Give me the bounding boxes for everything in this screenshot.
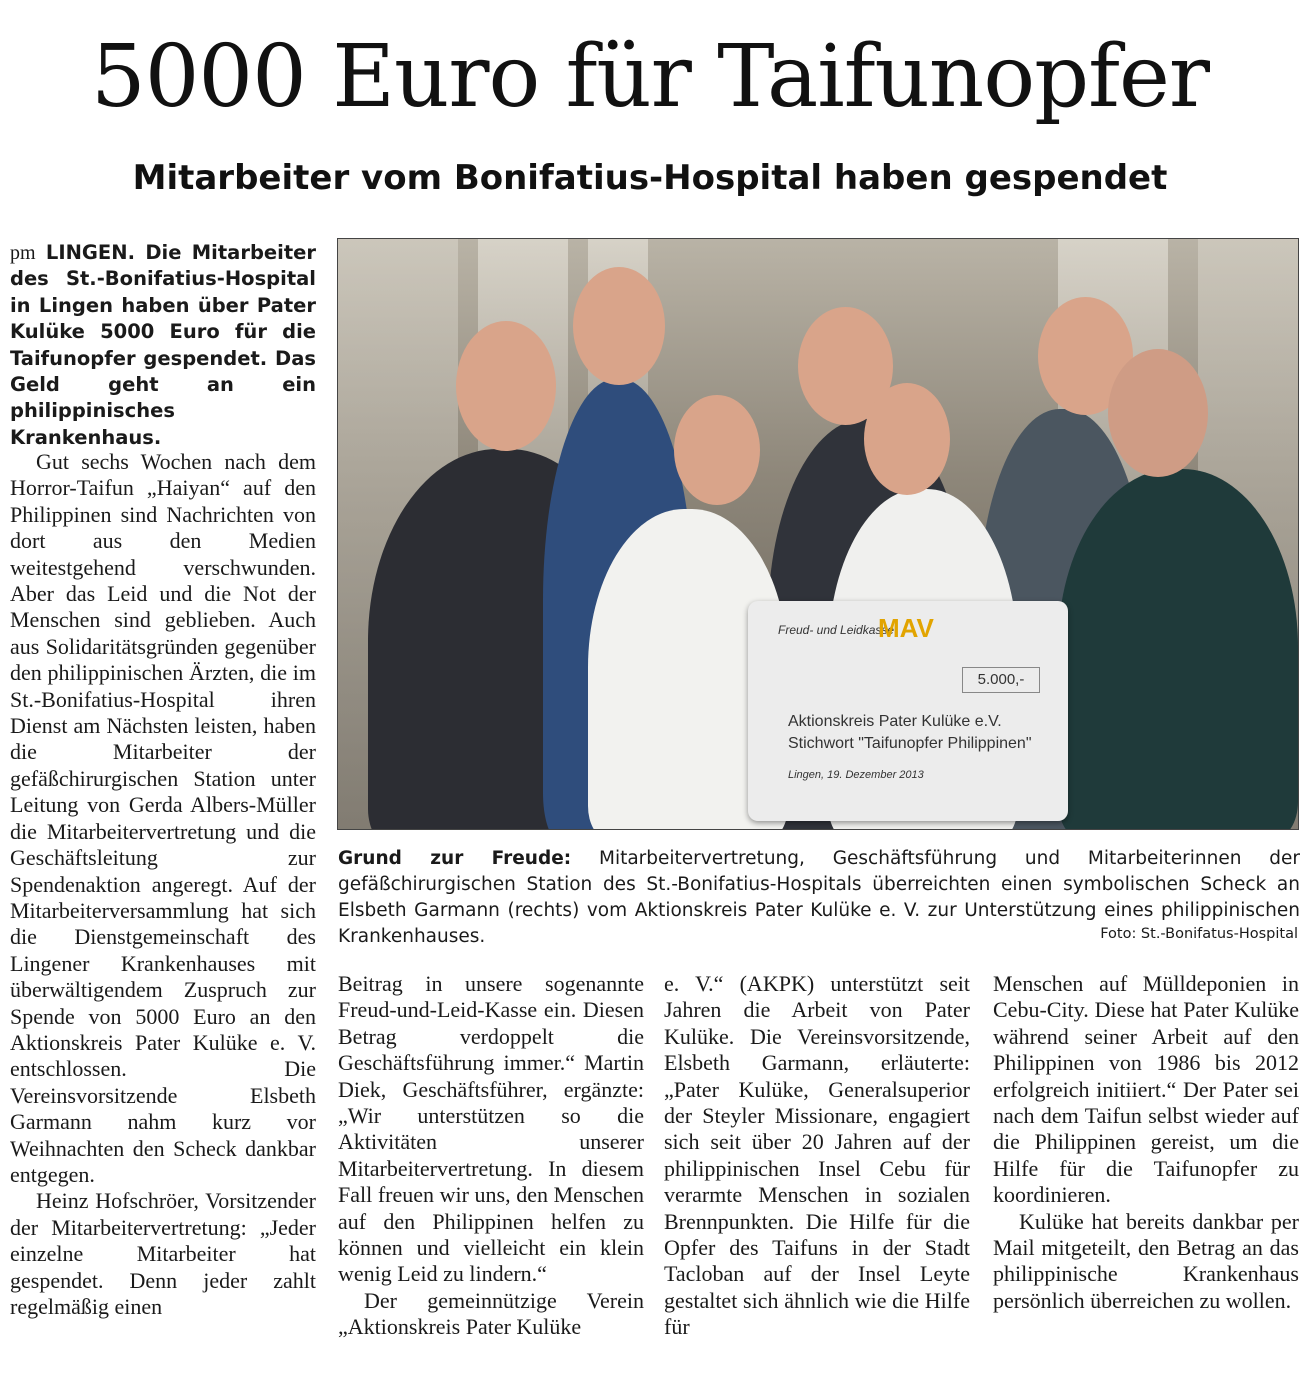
paragraph: e. V.“ (AKPK) unterstützt seit Jahren die Arbeit von Pater Kulüke. Die Vereinsvorsitzende, Elsbeth Garmann, erläuterte: „Pater Kulüke, Generalsuperior der Steyler Missionare, engagiert sich seit über 20 Jahren auf der philippinischen Insel Cebu für verarmte Menschen in sozialen Brennpunkten. Die Hilfe für die Opfer des Taifuns in der Stadt Tacloban auf der Insel Leyte gestaltet sich ähnlich wie die Hilfe für [664,971,970,1340]
check-keyword: Stichwort "Taifunopfer Philippinen" [788,735,1032,752]
column-2 [338,971,644,1341]
check-recipient: Aktionskreis Pater Kulüke e.V. [788,713,1002,730]
caption-text: Mitarbeitervertretung, Geschäftsführung und Mitarbeiterinnen der gefäßchirurgischen Station des St.-Bonifatius-Hospitals überreichten einen symbolischen Scheck an Elsbeth Garmann (rechts) vom Aktionskreis Pater Kulüke e. V. zur Unterstützung eines philippinischen Krankenhauses. [338,848,1300,947]
paragraph: Gut sechs Wochen nach dem Horror-Taifun „Haiyan“ auf den Philippinen sind Nachrichten von dort aus den Medien weitestgehend verschwunden. Aber das Leid und die Not der Menschen sind geblieben. Auch aus Solidaritätsgründen gegenüber den philippinischen Ärzten, die im St.-Bonifatius-Hospital ihren Dienst am Nächsten leisten, haben die Mitarbeiter der gefäßchirurgischen Station unter Leitung von Gerda Albers-Müller die Mitarbeitervertretung und die Geschäftsleitung zur Spendenaktion angeregt. Auf der Mitarbeiterversammlung hat sich die Dienstgemeinschaft des Lingener Krankenhauses mit überwältigendem Zuspruch zur Spende von 5000 Euro an den Aktionskreis Pater Kulüke e. V. entschlossen. Die Vereinsvorsitzende Elsbeth Garmann nahm kurz vor Weihnachten den Scheck dankbar entgegen. [10,449,316,1187]
photo-credit: Foto: St.-Bonifatus-Hospital [1100,926,1298,942]
paragraph: Menschen auf Mülldeponien in Cebu-City. Diese hat Pater Kulüke während seiner Arbeit auf den Philippinen von 1986 bis 2012 erfolgreich initiiert.“ Der Pater sei nach dem Taifun selbst wieder auf die Philippinen gereist, um die Hilfe für die Taifunopfer zu koordinieren. [993,971,1299,1208]
donation-check [748,601,1068,821]
paragraph: Beitrag in unsere sogenannte Freud-und-Leid-Kasse ein. Diesen Betrag verdoppelt die Geschäftsführung immer.“ Martin Diek, Geschäftsführer, ergänzte: „Wir unterstützen so die Aktivitäten unserer Mitarbeitervertretung. In diesem Fall freuen wir uns, den Menschen auf den Philippinen helfen zu können und vielleicht ein klein wenig Leid zu lindern.“ [338,971,644,1287]
subheadline: Mitarbeiter vom Bonifatius-Hospital haben gespendet [132,158,1168,198]
column-3 [664,971,970,1341]
check-amount: 5.000,- [962,667,1040,693]
check-fund-name: Freud- und Leidkasse [778,623,895,637]
check-place-date: Lingen, 19. Dezember 2013 [788,769,924,781]
author-abbreviation: pm [10,242,36,264]
paragraph: Der gemeinnützige Verein „Aktionskreis Pater Kulüke [338,1287,644,1340]
lead-paragraph [10,240,316,451]
caption-label: Grund zur Freude: [338,848,572,869]
column-4 [993,971,1299,1314]
article-photo [337,238,1299,830]
paragraph: Kulüke hat bereits dankbar per Mail mitgeteilt, den Betrag an das philippinische Krankenhaus persönlich überreichen zu wollen. [993,1208,1299,1313]
headline: 5000 Euro für Taifunopfer [91,27,1209,127]
paragraph: Heinz Hofschröer, Vorsitzender der Mitarbeitervertretung: „Jeder einzelne Mitarbeiter hat gespendet. Denn jeder zahlt regelmäßig einen [10,1188,316,1319]
column-1 [10,449,316,1320]
check-logo: MAV [878,613,934,643]
lead-text: LINGEN. Die Mitarbeiter des St.-Bonifatius-Hospital in Lingen haben über Pater Kulüke 5000 Euro für die Taifunopfer gespendet. Das Geld geht an ein philippinisches Krankenhaus. [10,241,316,449]
